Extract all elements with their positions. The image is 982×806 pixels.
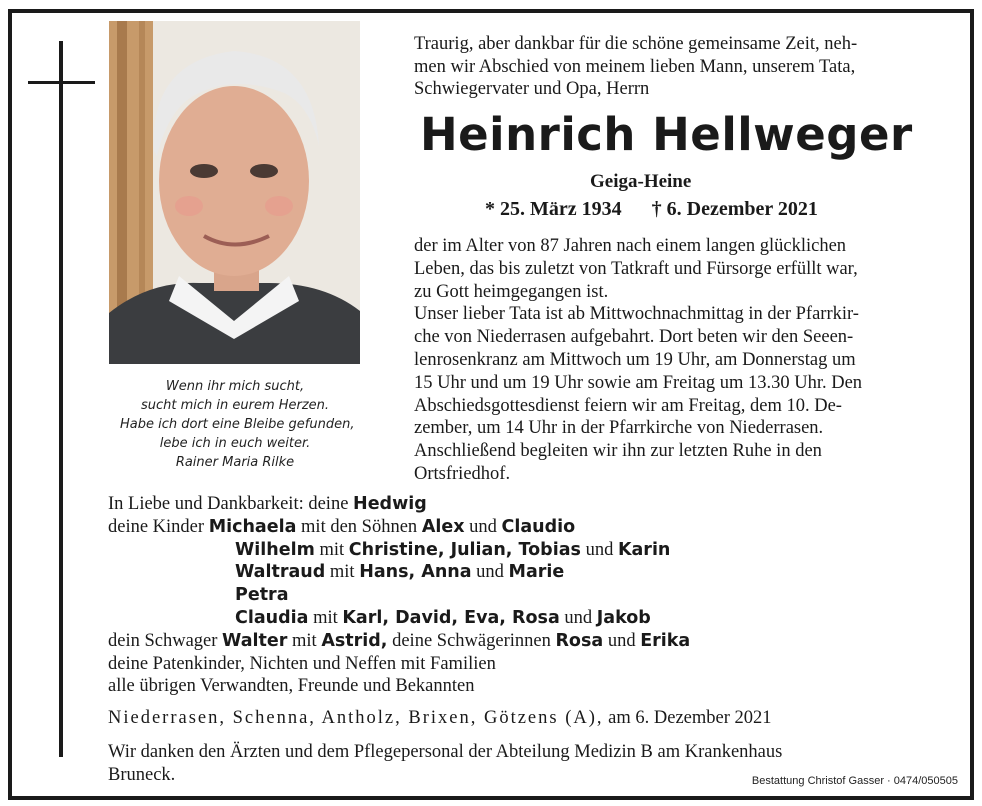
body-line: Anschließend begleiten wir ihn zur letzten Ruhe in den bbox=[414, 441, 822, 462]
family-row: alle übrigen Verwandten, Freunde und Bekannten bbox=[108, 676, 475, 697]
body-line: Leben, das bis zuletzt von Tatkraft und Fürsorge erfüllt war, bbox=[414, 258, 858, 279]
family-text: deine Kinder bbox=[108, 516, 209, 537]
family-name: Karin bbox=[617, 539, 671, 560]
family-text: und bbox=[464, 516, 502, 537]
family-name: Karl, David, Eva, Rosa bbox=[342, 607, 560, 628]
funeral-home: Bestattung Christof Gasser · 0474/050505 bbox=[751, 775, 958, 787]
thanks-line: Wir danken den Ärzten und dem Pflegepersonal der Abteilung Medizin B am Krankenhaus bbox=[108, 742, 783, 762]
cross-icon bbox=[59, 41, 63, 757]
family-name: Wilhelm bbox=[235, 539, 315, 560]
body-line: Ortsfriedhof. bbox=[414, 463, 511, 484]
family-name: Hans, Anna bbox=[359, 562, 472, 583]
family-row bbox=[108, 539, 690, 562]
family-text: und bbox=[559, 607, 597, 628]
body-line: Abschiedsgottesdienst feiern wir am Freitag, dem 10. De- bbox=[414, 395, 842, 416]
family-name: Michaela bbox=[208, 516, 297, 537]
family-text: mit den Söhnen bbox=[296, 516, 422, 537]
family-name: Alex bbox=[421, 516, 465, 537]
date: am 6. Dezember 2021 bbox=[603, 708, 772, 728]
announcement-body bbox=[414, 235, 954, 486]
intro-line: men wir Abschied von meinem lieben Mann, unserem Tata, bbox=[414, 56, 856, 77]
family-text: mit bbox=[325, 562, 360, 583]
death-date: † 6. Dezember 2021 bbox=[651, 198, 818, 220]
quote-line: sucht mich in eurem Herzen. bbox=[140, 398, 330, 413]
family-row: deine Patenkinder, Nichten und Neffen mit Familien bbox=[108, 653, 496, 674]
family-name: Erika bbox=[640, 630, 691, 651]
family-name: Jakob bbox=[596, 607, 651, 628]
family-row bbox=[108, 493, 690, 516]
body-line: der im Alter von 87 Jahren nach einem langen glücklichen bbox=[414, 236, 847, 256]
body-line: lenrosenkranz am Mittwoch um 19 Uhr, am Donnerstag um bbox=[414, 349, 856, 370]
body-line: che von Niederrasen aufgebahrt. Dort beten wir den Seeen- bbox=[414, 327, 854, 348]
place-date bbox=[108, 708, 772, 729]
thanks-line: Bruneck. bbox=[108, 764, 176, 785]
quote-line: Wenn ihr mich sucht, bbox=[165, 379, 305, 394]
family-row bbox=[108, 584, 690, 607]
quote bbox=[120, 377, 355, 472]
life-dates bbox=[485, 198, 818, 221]
family-row bbox=[108, 561, 690, 584]
family-text: und bbox=[603, 630, 641, 651]
body-line: 15 Uhr und um 19 Uhr sowie am Freitag um 13.30 Uhr. Den bbox=[414, 372, 863, 393]
family-text: mit bbox=[308, 607, 343, 628]
family-name: Marie bbox=[508, 562, 565, 583]
intro-line: Schwiegervater und Opa, Herrn bbox=[414, 79, 650, 99]
family-text: mit bbox=[287, 630, 322, 651]
family-name: Petra bbox=[235, 585, 289, 606]
family-text: mit bbox=[314, 539, 349, 560]
family-text: deine Schwägerinnen bbox=[387, 630, 556, 651]
family-list bbox=[108, 493, 690, 698]
quote-line: Habe ich dort eine Bleibe gefunden, bbox=[120, 417, 355, 432]
body-line: zu Gott heimgegangen ist. bbox=[414, 281, 609, 302]
birth-date: * 25. März 1934 bbox=[485, 198, 622, 220]
nickname: Geiga-Heine bbox=[590, 171, 692, 192]
places: Niederrasen, Schenna, Antholz, Brixen, Götzens (A), bbox=[108, 708, 604, 728]
family-text: dein Schwager bbox=[108, 630, 223, 651]
family-name: Claudia bbox=[235, 607, 309, 628]
body-line: Unser lieber Tata ist ab Mittwochnachmittag in der Pfarrkir- bbox=[414, 304, 859, 325]
quote-author: Rainer Maria Rilke bbox=[175, 455, 295, 470]
portrait-photo bbox=[109, 21, 360, 364]
intro-line: Traurig, aber dankbar für die schöne gemeinsame Zeit, neh- bbox=[414, 34, 858, 54]
family-text: und bbox=[471, 562, 509, 583]
family-name: Rosa bbox=[555, 630, 604, 651]
family-text: In Liebe und Dankbarkeit: deine bbox=[108, 494, 354, 514]
family-name: Waltraud bbox=[235, 562, 326, 583]
cross-icon-bar bbox=[28, 81, 95, 84]
deceased-name: Heinrich Hellweger bbox=[420, 108, 913, 161]
family-text: und bbox=[580, 539, 618, 560]
intro-text bbox=[414, 33, 954, 101]
family-name: Christine, Julian, Tobias bbox=[348, 539, 581, 560]
family-name: Astrid, bbox=[321, 630, 388, 651]
body-line: zember, um 14 Uhr in der Pfarrkirche von Niederrasen. bbox=[414, 418, 824, 439]
family-name: Claudio bbox=[501, 516, 576, 537]
family-row bbox=[108, 607, 690, 630]
family-name: Walter bbox=[222, 630, 288, 651]
quote-line: lebe ich in euch weiter. bbox=[159, 436, 311, 451]
family-row bbox=[108, 516, 690, 539]
family-name: Hedwig bbox=[353, 494, 427, 514]
family-row bbox=[108, 630, 690, 653]
